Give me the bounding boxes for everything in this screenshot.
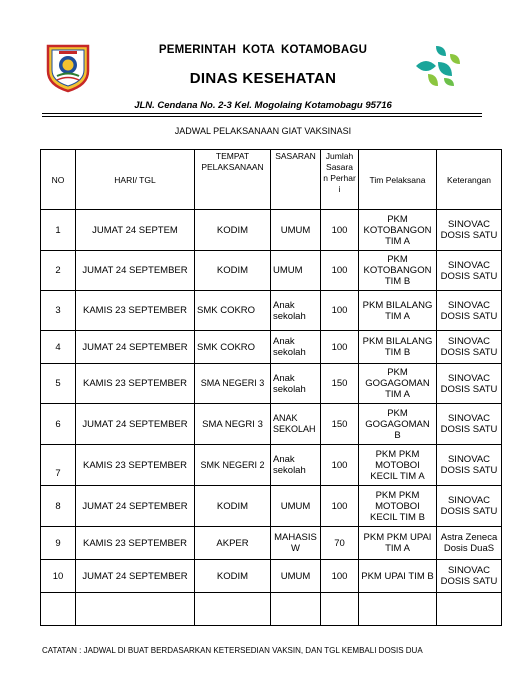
table-row <box>41 331 502 364</box>
table-row <box>41 486 502 527</box>
vaccination-schedule-table <box>40 149 502 626</box>
cell-tim: PKM GOGAGOMAN TIM A <box>359 364 437 404</box>
cell-tim: PKM PKM MOTOBOI KECIL TIM A <box>359 445 437 486</box>
cell-sasaran: Anak sekolah <box>271 445 321 486</box>
cell-tim: PKM BILALANG TIM B <box>359 331 437 364</box>
cell-tempat: KODIM <box>195 486 271 527</box>
cell-hari: KAMIS 23 SEPTEMBER <box>76 291 195 331</box>
table-row <box>41 445 502 486</box>
header-tempat: TEMPAT PELAKSANAAN <box>195 150 271 210</box>
cell-tim: PKM KOTOBANGON TIM B <box>359 251 437 291</box>
cell-sasaran: Anak sekolah <box>271 291 321 331</box>
cell-empty <box>271 593 321 626</box>
table-row <box>41 560 502 593</box>
cell-tim: PKM GOGAGOMAN B <box>359 404 437 445</box>
cell-ket: SINOVAC DOSIS SATU <box>437 364 502 404</box>
cell-sasaran: UMUM <box>271 210 321 251</box>
table-row <box>41 404 502 445</box>
cell-empty <box>437 593 502 626</box>
cell-sasaran: UMUM <box>271 560 321 593</box>
cell-ket: SINOVAC DOSIS SATU <box>437 404 502 445</box>
cell-hari: JUMAT 24 SEPTEM <box>76 210 195 251</box>
table-row <box>41 364 502 404</box>
table-row <box>41 291 502 331</box>
cell-jumlah: 150 <box>321 404 359 445</box>
cell-tempat: KODIM <box>195 251 271 291</box>
footnote: CATATAN : JADWAL DI BUAT BERDASARKAN KETERSEDIAN VAKSIN, DAN TGL KEMBALI DOSIS DUA <box>42 646 423 655</box>
header-tim: Tim Pelaksana <box>359 150 437 210</box>
cell-jumlah: 150 <box>321 364 359 404</box>
document-title: JADWAL PELAKSANAAN GIAT VAKSINASI <box>174 126 352 136</box>
cell-sasaran: ANAK SEKOLAH <box>271 404 321 445</box>
cell-jumlah: 100 <box>321 291 359 331</box>
cell-hari: JUMAT 24 SEPTEMBER <box>76 331 195 364</box>
cell-no: 1 <box>41 210 76 251</box>
cell-no: 8 <box>41 486 76 527</box>
cell-tempat: SMA NEGRI 3 <box>195 404 271 445</box>
cell-tim: PKM KOTOBANGON TIM A <box>359 210 437 251</box>
cell-jumlah: 100 <box>321 331 359 364</box>
cell-hari: JUMAT 24 SEPTEMBER <box>76 486 195 527</box>
address: JLN. Cendana No. 2-3 Kel. Mogolaing Kotamobagu 95716 <box>134 100 392 111</box>
cell-ket: SINOVAC DOSIS SATU <box>437 331 502 364</box>
cell-sasaran: UMUM <box>271 251 321 291</box>
cell-sasaran: Anak sekolah <box>271 331 321 364</box>
cell-no: 9 <box>41 527 76 560</box>
header-hari: HARI/ TGL <box>76 150 195 210</box>
table-row <box>41 527 502 560</box>
cell-hari: KAMIS 23 SEPTEMBER <box>76 364 195 404</box>
cell-jumlah: 100 <box>321 486 359 527</box>
cell-no: 2 <box>41 251 76 291</box>
header-divider <box>42 113 482 114</box>
table-header-row <box>41 150 502 210</box>
cell-ket: SINOVAC DOSIS SATU <box>437 445 502 486</box>
cell-empty <box>41 593 76 626</box>
org-name: PEMERINTAH KOTA KOTAMOBAGU <box>158 44 368 56</box>
cell-ket: SINOVAC DOSIS SATU <box>437 251 502 291</box>
cell-no: 6 <box>41 404 76 445</box>
cell-tim: PKM PKM UPAI TIM A <box>359 527 437 560</box>
cell-tempat: SMK NEGERI 2 <box>195 445 271 486</box>
cell-no: 10 <box>41 560 76 593</box>
table-row <box>41 251 502 291</box>
header-no: NO <box>41 150 76 210</box>
cell-ket: Astra Zeneca Dosis DuaS <box>437 527 502 560</box>
cell-sasaran: Anak sekolah <box>271 364 321 404</box>
table-row <box>41 210 502 251</box>
cell-no: 5 <box>41 364 76 404</box>
cell-tim: PKM PKM MOTOBOI KECIL TIM B <box>359 486 437 527</box>
cell-empty <box>76 593 195 626</box>
cell-empty <box>195 593 271 626</box>
cell-tempat: SMK COKRO <box>195 331 271 364</box>
cell-tempat: KODIM <box>195 210 271 251</box>
cell-tempat: KODIM <box>195 560 271 593</box>
cell-empty <box>359 593 437 626</box>
cell-ket: SINOVAC DOSIS SATU <box>437 291 502 331</box>
cell-jumlah: 70 <box>321 527 359 560</box>
cell-hari: KAMIS 23 SEPTEMBER <box>76 445 195 486</box>
cell-hari: JUMAT 24 SEPTEMBER <box>76 560 195 593</box>
cell-ket: SINOVAC DOSIS SATU <box>437 486 502 527</box>
cell-tempat: SMK COKRO <box>195 291 271 331</box>
header-ket: Keterangan <box>437 150 502 210</box>
cell-sasaran: MAHASIS W <box>271 527 321 560</box>
cell-sasaran: UMUM <box>271 486 321 527</box>
header-divider-thin <box>42 116 482 117</box>
department-name: DINAS KESEHATAN <box>189 70 337 87</box>
cell-tim: PKM BILALANG TIM A <box>359 291 437 331</box>
cell-jumlah: 100 <box>321 251 359 291</box>
table-row-empty <box>41 593 502 626</box>
cell-empty <box>321 593 359 626</box>
cell-tempat: SMA NEGERI 3 <box>195 364 271 404</box>
cell-ket: SINOVAC DOSIS SATU <box>437 210 502 251</box>
cell-tim: PKM UPAI TIM B <box>359 560 437 593</box>
header-sasaran: SASARAN <box>271 150 321 210</box>
cell-no: 7 <box>41 445 76 486</box>
header-jumlah: Jumlah Sasara n Perhar i <box>321 150 359 210</box>
cell-jumlah: 100 <box>321 560 359 593</box>
cell-no: 3 <box>41 291 76 331</box>
cell-no: 4 <box>41 331 76 364</box>
cell-tempat: AKPER <box>195 527 271 560</box>
cell-hari: KAMIS 23 SEPTEMBER <box>76 527 195 560</box>
cell-hari: JUMAT 24 SEPTEMBER <box>76 404 195 445</box>
cell-hari: JUMAT 24 SEPTEMBER <box>76 251 195 291</box>
cell-jumlah: 100 <box>321 210 359 251</box>
cell-ket: SINOVAC DOSIS SATU <box>437 560 502 593</box>
cell-jumlah: 100 <box>321 445 359 486</box>
